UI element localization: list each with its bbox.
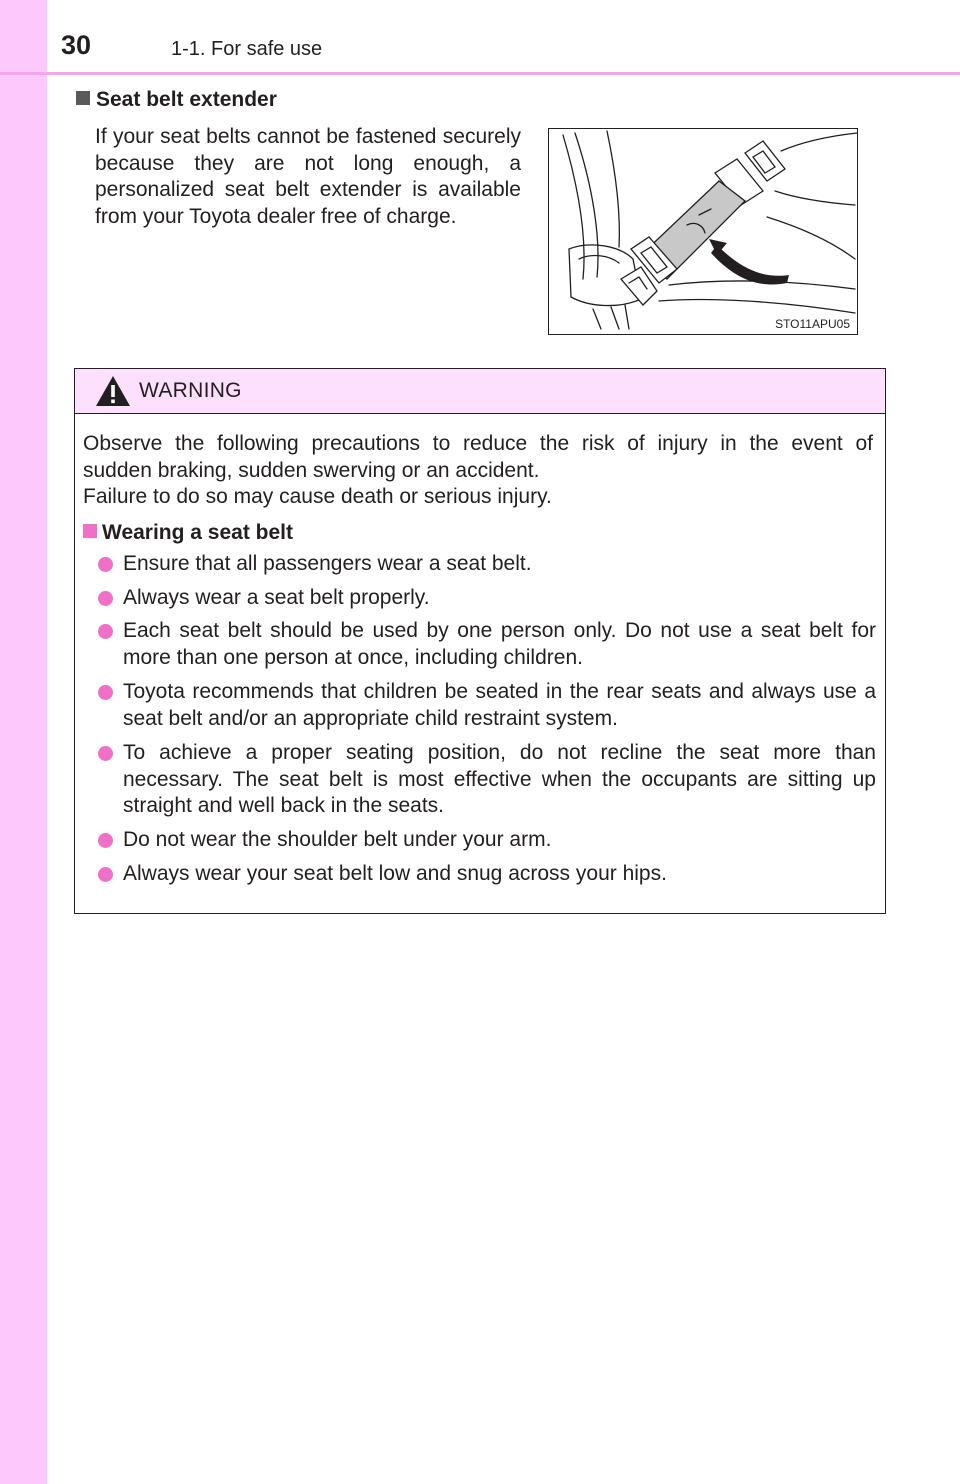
- page-side-tab: [0, 0, 47, 1484]
- section-title: 1-1. For safe use: [171, 38, 323, 60]
- bullet-dot-icon: [98, 557, 113, 572]
- list-item: [98, 827, 876, 854]
- warning-intro-line: Observe the following precautions to reduce the risk of injury in the event of: [83, 432, 873, 455]
- bullet-dot-icon: [98, 833, 113, 848]
- list-item: [98, 679, 876, 732]
- bullet-dot-icon: [98, 624, 113, 639]
- list-item-text: To achieve a proper seating position, do not recline the seat more than necessary. The seat belt is most effective when the occupants are sitting up straight and well back in the seats.: [123, 741, 876, 818]
- list-item: [98, 618, 876, 671]
- warning-intro: [83, 431, 873, 511]
- warning-intro-line: sudden braking, sudden swerving or an accident.: [83, 458, 540, 482]
- list-item-text: Always wear a seat belt properly.: [123, 586, 430, 609]
- header-rule: [0, 72, 960, 75]
- warning-header: [75, 369, 885, 414]
- bullet-dot-icon: [98, 685, 113, 700]
- list-item-text: Toyota recommends that children be seated in the rear seats and always use a seat belt and/or an appropriate child restraint system.: [123, 680, 876, 730]
- list-item: [98, 551, 876, 578]
- page-number: 30: [61, 30, 92, 60]
- square-bullet-icon: [83, 524, 97, 538]
- seat-belt-extender-drawing: [549, 129, 857, 334]
- warning-intro-line: Failure to do so may cause death or serious injury.: [83, 485, 552, 509]
- warning-triangle-icon: [95, 375, 131, 407]
- bullet-dot-icon: [98, 746, 113, 761]
- illustration-code: STO11APU05: [775, 317, 850, 331]
- seat-belt-extender-illustration: [548, 128, 858, 335]
- list-item-text: Always wear your seat belt low and snug across your hips.: [123, 862, 667, 885]
- warning-box: [74, 368, 886, 914]
- warning-subheading-text: Wearing a seat belt: [102, 521, 294, 544]
- list-item: [98, 740, 876, 820]
- square-bullet-icon: [76, 91, 90, 105]
- warning-subheading: [83, 520, 293, 546]
- list-item: [98, 585, 876, 612]
- list-item: [98, 861, 876, 888]
- warning-title: WARNING: [139, 379, 242, 402]
- list-item-text: Do not wear the shoulder belt under your arm.: [123, 828, 552, 851]
- bullet-dot-icon: [98, 591, 113, 606]
- extender-heading: [76, 87, 277, 113]
- bullet-dot-icon: [98, 867, 113, 882]
- list-item-text: Each seat belt should be used by one person only. Do not use a seat belt for more than one person at once, including children.: [123, 619, 876, 669]
- extender-description: If your seat belts cannot be fastened securely because they are not long enough, a personalized seat belt extender is available from your Toyota dealer free of charge.: [95, 125, 521, 228]
- extender-heading-text: Seat belt extender: [96, 88, 277, 111]
- list-item-text: Ensure that all passengers wear a seat belt.: [123, 552, 532, 575]
